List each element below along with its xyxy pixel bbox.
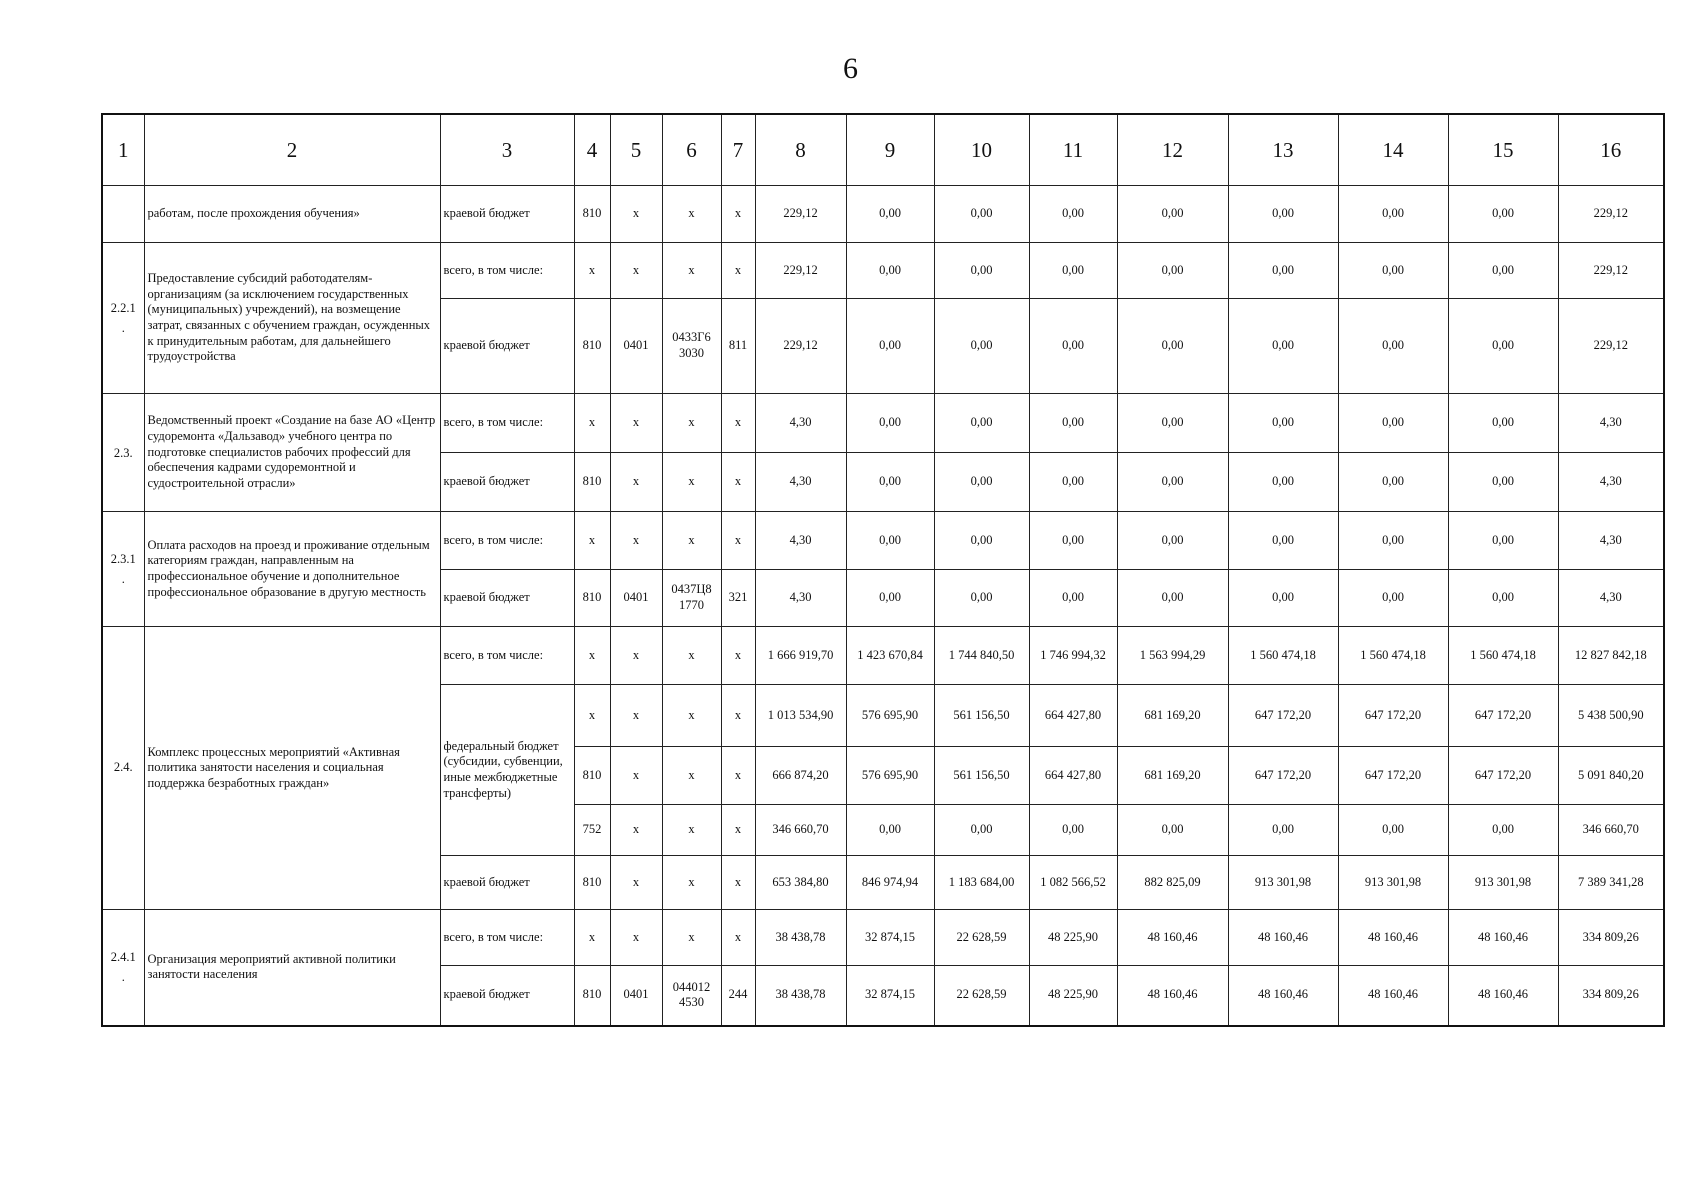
value-cell: 913 301,98: [1448, 856, 1558, 910]
value-cell: 229,12: [755, 186, 846, 243]
value-cell: 48 160,46: [1228, 966, 1338, 1026]
value-cell: 1 560 474,18: [1228, 627, 1338, 685]
column-number: 16: [1558, 114, 1664, 186]
funding-source: краевой бюджет: [440, 570, 574, 627]
code-c7: х: [721, 856, 755, 910]
table-row: [102, 910, 1664, 966]
value-cell: 0,00: [1338, 512, 1448, 570]
row-number-cell: [102, 186, 144, 243]
row-name: Оплата расходов на проезд и проживание отдельным категориям граждан, направленным на профессиональное обучение и дополнительное профессиональное образование в другую местность: [144, 512, 440, 627]
code-c5: 0401: [610, 966, 662, 1026]
row-number: 2.3.: [102, 394, 144, 512]
row-name: Предоставление субсидий работодателям-организациям (за исключением государственных (муниципальных) учреждений), на возмещение затрат, связанных с обучением граждан, осужденных к принудительным работам, для дальнейшего трудоустройства: [144, 243, 440, 394]
value-cell: 647 172,20: [1338, 685, 1448, 747]
value-cell: 0,00: [934, 299, 1029, 394]
value-cell: 647 172,20: [1448, 685, 1558, 747]
value-cell: 0,00: [1117, 570, 1228, 627]
column-number: 5: [610, 114, 662, 186]
value-cell: 0,00: [846, 805, 934, 856]
funding-source-federal: федеральный бюджет (субсидии, субвенции, иные межбюджетные трансферты): [440, 685, 574, 856]
code-c5: х: [610, 910, 662, 966]
value-cell: 229,12: [1558, 243, 1664, 299]
value-cell: 0,00: [934, 186, 1029, 243]
value-cell: 913 301,98: [1338, 856, 1448, 910]
column-number: 15: [1448, 114, 1558, 186]
value-cell: 38 438,78: [755, 966, 846, 1026]
code-c4: 810: [574, 856, 610, 910]
code-c6: х: [662, 243, 721, 299]
value-cell: 0,00: [1029, 453, 1117, 512]
column-number: 9: [846, 114, 934, 186]
value-cell: 681 169,20: [1117, 747, 1228, 805]
column-number: 8: [755, 114, 846, 186]
code-c5: х: [610, 685, 662, 747]
funding-source: всего, в том числе:: [440, 512, 574, 570]
value-cell: 334 809,26: [1558, 966, 1664, 1026]
value-cell: 48 160,46: [1448, 966, 1558, 1026]
code-c4: х: [574, 910, 610, 966]
value-cell: 0,00: [1448, 243, 1558, 299]
value-cell: 229,12: [1558, 299, 1664, 394]
value-cell: 0,00: [1029, 512, 1117, 570]
value-cell: 0,00: [1117, 243, 1228, 299]
code-c5: х: [610, 243, 662, 299]
value-cell: 0,00: [1029, 805, 1117, 856]
value-cell: 48 160,46: [1338, 910, 1448, 966]
code-c6: х: [662, 747, 721, 805]
value-cell: 229,12: [1558, 186, 1664, 243]
column-number: 7: [721, 114, 755, 186]
value-cell: 229,12: [755, 299, 846, 394]
value-cell: 1 013 534,90: [755, 685, 846, 747]
table-row: [102, 186, 1664, 243]
value-cell: 576 695,90: [846, 747, 934, 805]
code-c4: 810: [574, 186, 610, 243]
value-cell: 0,00: [1448, 186, 1558, 243]
value-cell: 32 874,15: [846, 966, 934, 1026]
value-cell: 12 827 842,18: [1558, 627, 1664, 685]
value-cell: 561 156,50: [934, 685, 1029, 747]
code-c6: 0437Ц8 1770: [662, 570, 721, 627]
code-c6: х: [662, 910, 721, 966]
value-cell: 1 560 474,18: [1338, 627, 1448, 685]
code-c6: х: [662, 186, 721, 243]
value-cell: 846 974,94: [846, 856, 934, 910]
code-c6: 0433Г6 3030: [662, 299, 721, 394]
code-c4: 810: [574, 747, 610, 805]
value-cell: 22 628,59: [934, 910, 1029, 966]
code-c7: х: [721, 243, 755, 299]
code-c7: 811: [721, 299, 755, 394]
value-cell: 0,00: [846, 243, 934, 299]
value-cell: 0,00: [1117, 453, 1228, 512]
value-cell: 0,00: [1228, 453, 1338, 512]
value-cell: 1 183 684,00: [934, 856, 1029, 910]
code-c7: х: [721, 627, 755, 685]
code-c5: 0401: [610, 299, 662, 394]
value-cell: 1 563 994,29: [1117, 627, 1228, 685]
value-cell: 0,00: [1338, 186, 1448, 243]
value-cell: 647 172,20: [1228, 747, 1338, 805]
code-c4: х: [574, 627, 610, 685]
value-cell: 0,00: [1448, 299, 1558, 394]
value-cell: 561 156,50: [934, 747, 1029, 805]
header-row: [102, 114, 1664, 186]
value-cell: 0,00: [934, 243, 1029, 299]
column-number: 4: [574, 114, 610, 186]
value-cell: 0,00: [1029, 299, 1117, 394]
value-cell: 0,00: [1117, 186, 1228, 243]
value-cell: 7 389 341,28: [1558, 856, 1664, 910]
value-cell: 4,30: [1558, 394, 1664, 453]
code-c7: 244: [721, 966, 755, 1026]
value-cell: 1 560 474,18: [1448, 627, 1558, 685]
value-cell: 664 427,80: [1029, 747, 1117, 805]
value-cell: 0,00: [1228, 570, 1338, 627]
code-c4: 810: [574, 453, 610, 512]
value-cell: 0,00: [846, 512, 934, 570]
column-number: 2: [144, 114, 440, 186]
page-number: 6: [843, 52, 858, 85]
value-cell: 0,00: [846, 394, 934, 453]
value-cell: 1 746 994,32: [1029, 627, 1117, 685]
value-cell: 0,00: [1448, 570, 1558, 627]
value-cell: 0,00: [1117, 299, 1228, 394]
code-c7: х: [721, 512, 755, 570]
value-cell: 229,12: [755, 243, 846, 299]
table-row: [102, 627, 1664, 685]
funding-source: всего, в том числе:: [440, 243, 574, 299]
value-cell: 5 091 840,20: [1558, 747, 1664, 805]
code-c5: х: [610, 453, 662, 512]
value-cell: 0,00: [846, 570, 934, 627]
code-c6: х: [662, 453, 721, 512]
table-row: [102, 394, 1664, 453]
funding-source: всего, в том числе:: [440, 910, 574, 966]
table-row: [102, 243, 1664, 299]
value-cell: 664 427,80: [1029, 685, 1117, 747]
code-c5: х: [610, 394, 662, 453]
value-cell: 38 438,78: [755, 910, 846, 966]
value-cell: 0,00: [1228, 243, 1338, 299]
value-cell: 4,30: [1558, 512, 1664, 570]
value-cell: 4,30: [1558, 453, 1664, 512]
value-cell: 0,00: [1448, 453, 1558, 512]
code-c7: 321: [721, 570, 755, 627]
value-cell: 0,00: [846, 186, 934, 243]
code-c7: х: [721, 186, 755, 243]
value-cell: 0,00: [1448, 805, 1558, 856]
value-cell: 0,00: [934, 394, 1029, 453]
value-cell: 4,30: [755, 570, 846, 627]
value-cell: 48 160,46: [1117, 910, 1228, 966]
value-cell: 0,00: [1338, 570, 1448, 627]
value-cell: 647 172,20: [1338, 747, 1448, 805]
value-cell: 4,30: [755, 512, 846, 570]
value-cell: 882 825,09: [1117, 856, 1228, 910]
value-cell: 5 438 500,90: [1558, 685, 1664, 747]
code-c7: х: [721, 805, 755, 856]
value-cell: 346 660,70: [755, 805, 846, 856]
value-cell: 0,00: [1338, 299, 1448, 394]
row-name: Комплекс процессных мероприятий «Активная политика занятости населения и социальная поддержка безработных граждан»: [144, 627, 440, 910]
column-number: 1: [102, 114, 144, 186]
funding-source: всего, в том числе:: [440, 627, 574, 685]
value-cell: 0,00: [1228, 512, 1338, 570]
row-name: Ведомственный проект «Создание на базе АО «Центр судоремонта «Дальзавод» учебного центра по подготовке специалистов рабочих профессий для обеспечения кадрами судоремонтной и судостроительной отрасли»: [144, 394, 440, 512]
value-cell: 48 160,46: [1228, 910, 1338, 966]
table-row: [102, 512, 1664, 570]
column-number: 10: [934, 114, 1029, 186]
code-c4: х: [574, 394, 610, 453]
value-cell: 0,00: [1338, 453, 1448, 512]
code-c4: х: [574, 512, 610, 570]
value-cell: 666 874,20: [755, 747, 846, 805]
value-cell: 22 628,59: [934, 966, 1029, 1026]
value-cell: 48 160,46: [1117, 966, 1228, 1026]
funding-source: краевой бюджет: [440, 966, 574, 1026]
value-cell: 0,00: [1117, 394, 1228, 453]
code-c6: х: [662, 805, 721, 856]
row-name: работам, после прохождения обучения»: [144, 186, 440, 243]
value-cell: 576 695,90: [846, 685, 934, 747]
value-cell: 647 172,20: [1448, 747, 1558, 805]
code-c6: х: [662, 856, 721, 910]
code-c6: х: [662, 685, 721, 747]
column-number: 12: [1117, 114, 1228, 186]
value-cell: 0,00: [1338, 243, 1448, 299]
value-cell: 0,00: [1029, 394, 1117, 453]
row-number: 2.4.1 .: [102, 910, 144, 1026]
value-cell: 334 809,26: [1558, 910, 1664, 966]
code-c4: 810: [574, 299, 610, 394]
code-c5: х: [610, 627, 662, 685]
value-cell: 0,00: [846, 299, 934, 394]
code-c5: х: [610, 856, 662, 910]
value-cell: 0,00: [1117, 512, 1228, 570]
value-cell: 0,00: [1029, 243, 1117, 299]
funding-source: всего, в том числе:: [440, 394, 574, 453]
value-cell: 0,00: [1228, 805, 1338, 856]
value-cell: 48 160,46: [1338, 966, 1448, 1026]
column-number: 6: [662, 114, 721, 186]
code-c6: 044012 4530: [662, 966, 721, 1026]
value-cell: 4,30: [1558, 570, 1664, 627]
column-number: 13: [1228, 114, 1338, 186]
code-c7: х: [721, 453, 755, 512]
column-number: 11: [1029, 114, 1117, 186]
code-c7: х: [721, 394, 755, 453]
value-cell: 0,00: [1029, 570, 1117, 627]
code-c7: х: [721, 685, 755, 747]
value-cell: 0,00: [1228, 394, 1338, 453]
budget-table: [101, 113, 1665, 1027]
code-c4: 810: [574, 570, 610, 627]
code-c4: 810: [574, 966, 610, 1026]
value-cell: 346 660,70: [1558, 805, 1664, 856]
code-c5: х: [610, 805, 662, 856]
funding-source: краевой бюджет: [440, 856, 574, 910]
code-c6: х: [662, 512, 721, 570]
value-cell: 1 744 840,50: [934, 627, 1029, 685]
value-cell: 4,30: [755, 453, 846, 512]
code-c7: х: [721, 747, 755, 805]
value-cell: 4,30: [755, 394, 846, 453]
value-cell: 48 160,46: [1448, 910, 1558, 966]
code-c4: х: [574, 685, 610, 747]
funding-source: краевой бюджет: [440, 186, 574, 243]
value-cell: 0,00: [1117, 805, 1228, 856]
code-c4: 752: [574, 805, 610, 856]
value-cell: 48 225,90: [1029, 966, 1117, 1026]
column-number: 3: [440, 114, 574, 186]
column-number: 14: [1338, 114, 1448, 186]
code-c5: х: [610, 512, 662, 570]
value-cell: 48 225,90: [1029, 910, 1117, 966]
value-cell: 0,00: [934, 570, 1029, 627]
code-c4: х: [574, 243, 610, 299]
value-cell: 0,00: [934, 512, 1029, 570]
row-number: 2.4.: [102, 627, 144, 910]
code-c7: х: [721, 910, 755, 966]
value-cell: 0,00: [1338, 394, 1448, 453]
value-cell: 0,00: [846, 453, 934, 512]
value-cell: 0,00: [1228, 186, 1338, 243]
value-cell: 681 169,20: [1117, 685, 1228, 747]
value-cell: 0,00: [1029, 186, 1117, 243]
value-cell: 0,00: [934, 805, 1029, 856]
code-c5: х: [610, 186, 662, 243]
value-cell: 32 874,15: [846, 910, 934, 966]
row-number: 2.3.1 .: [102, 512, 144, 627]
value-cell: 1 082 566,52: [1029, 856, 1117, 910]
value-cell: 647 172,20: [1228, 685, 1338, 747]
code-c6: х: [662, 627, 721, 685]
funding-source: краевой бюджет: [440, 299, 574, 394]
funding-source: краевой бюджет: [440, 453, 574, 512]
value-cell: 0,00: [934, 453, 1029, 512]
value-cell: 0,00: [1228, 299, 1338, 394]
value-cell: 653 384,80: [755, 856, 846, 910]
code-c5: 0401: [610, 570, 662, 627]
code-c6: х: [662, 394, 721, 453]
row-name: Организация мероприятий активной политики занятости населения: [144, 910, 440, 1026]
row-number: 2.2.1 .: [102, 243, 144, 394]
value-cell: 0,00: [1448, 394, 1558, 453]
value-cell: 1 666 919,70: [755, 627, 846, 685]
code-c5: х: [610, 747, 662, 805]
value-cell: 1 423 670,84: [846, 627, 934, 685]
value-cell: 0,00: [1448, 512, 1558, 570]
value-cell: 913 301,98: [1228, 856, 1338, 910]
value-cell: 0,00: [1338, 805, 1448, 856]
